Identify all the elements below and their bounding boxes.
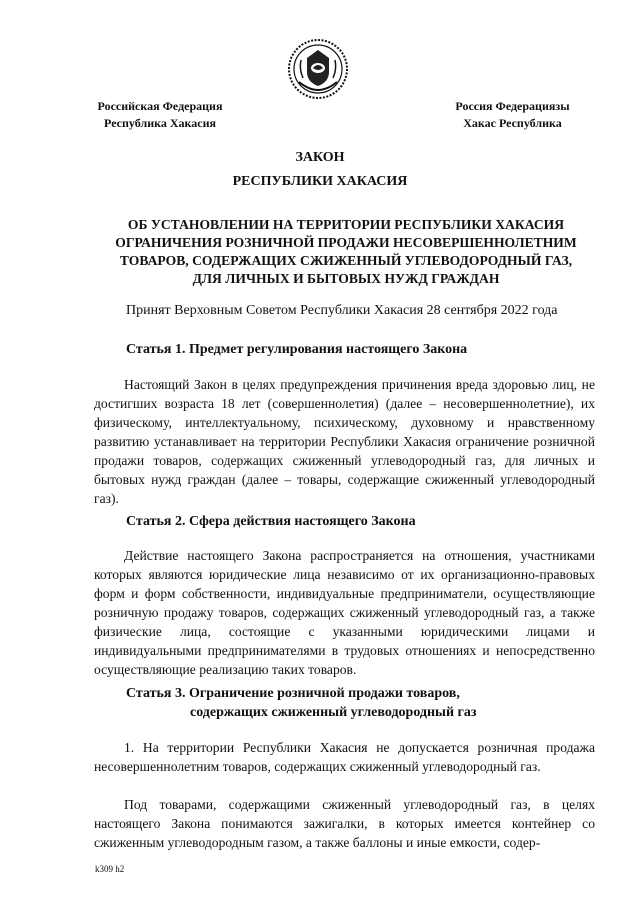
article-3-heading-line2: содержащих сжиженный углеводородный газ: [190, 705, 477, 720]
law-title-line: ОБ УСТАНОВЛЕНИИ НА ТЕРРИТОРИИ РЕСПУБЛИКИ ХАКАСИЯ: [127, 217, 565, 232]
law-title: [86, 216, 606, 288]
article-2-text: Действие настоящего Закона распространяется на отношения, участниками которых являются юридические лица независимо от их организационно-правовых форм и форм собственности, индивидуальные предприниматели, осуществляющие розничную продажу товаров, содержащих сжиженный углеводородный газ, а также физические лица, состоящие с указанными юридическими лицами и индивидуальными предпринимателями в трудовых отношениях и непосредственно осуществляющие реализацию таких товаров.: [94, 548, 595, 677]
article-3-heading-line1: Статья 3. Ограничение розничной продажи товаров,: [126, 686, 460, 701]
article-1-text: Настоящий Закон в целях предупреждения причинения вреда здоровью лиц, не достигших возраста 18 лет (совершеннолетия) (далее – несовершеннолетние), их физическому, интеллектуальному, психическому, духовному и нравственному развитию устанавливает на территории Республики Хакасия ограничение розничной продажи товаров, содержащих сжиженный углеводородный газ, для личных и бытовых нужд граждан (далее – товары, содержащие сжиженный углеводородный газ).: [94, 377, 595, 506]
article-2-heading: Статья 2. Сфера действия настоящего Закона: [126, 514, 416, 529]
header-left-republic: Республика Хакасия: [104, 116, 216, 130]
header-right-country: Россия Федерациязы: [455, 99, 570, 113]
article-3-paragraph-1: 1. На территории Республики Хакасия не допускается розничная продажа несовершеннолетним товаров, содержащих сжиженный углеводородный газ.: [94, 740, 595, 774]
law-title-line: ТОВАРОВ, СОДЕРЖАЩИХ СЖИЖЕННЫЙ УГЛЕВОДОРОДНЫЙ ГАЗ,: [119, 253, 573, 268]
article-1-heading: Статья 1. Предмет регулирования настоящего Закона: [126, 342, 468, 357]
footer-code: k309 h2: [95, 864, 125, 874]
header-left-country: Российская Федерация: [97, 99, 223, 113]
header-right: [445, 98, 580, 132]
header-left: [90, 98, 230, 132]
coat-of-arms-emblem: [287, 38, 349, 100]
law-title-line: ДЛЯ ЛИЧНЫХ И БЫТОВЫХ НУЖД ГРАЖДАН: [192, 271, 500, 286]
header-right-republic: Хакас Республика: [463, 116, 562, 130]
article-3-paragraph-2: Под товарами, содержащими сжиженный углеводородный газ, в целях настоящего Закона понимаются зажигалки, в которых имеется контейнер со сжиженным углеводородным газом, а также баллоны и иные емкости, содер-: [94, 797, 595, 850]
adoption-note: Принят Верховным Советом Республики Хакасия 28 сентября 2022 года: [126, 303, 558, 318]
law-issuer: РЕСПУБЛИКИ ХАКАСИЯ: [232, 174, 408, 189]
law-title-line: ОГРАНИЧЕНИЯ РОЗНИЧНОЙ ПРОДАЖИ НЕСОВЕРШЕННОЛЕТНИМ: [115, 235, 577, 250]
law-label: ЗАКОН: [295, 150, 345, 165]
